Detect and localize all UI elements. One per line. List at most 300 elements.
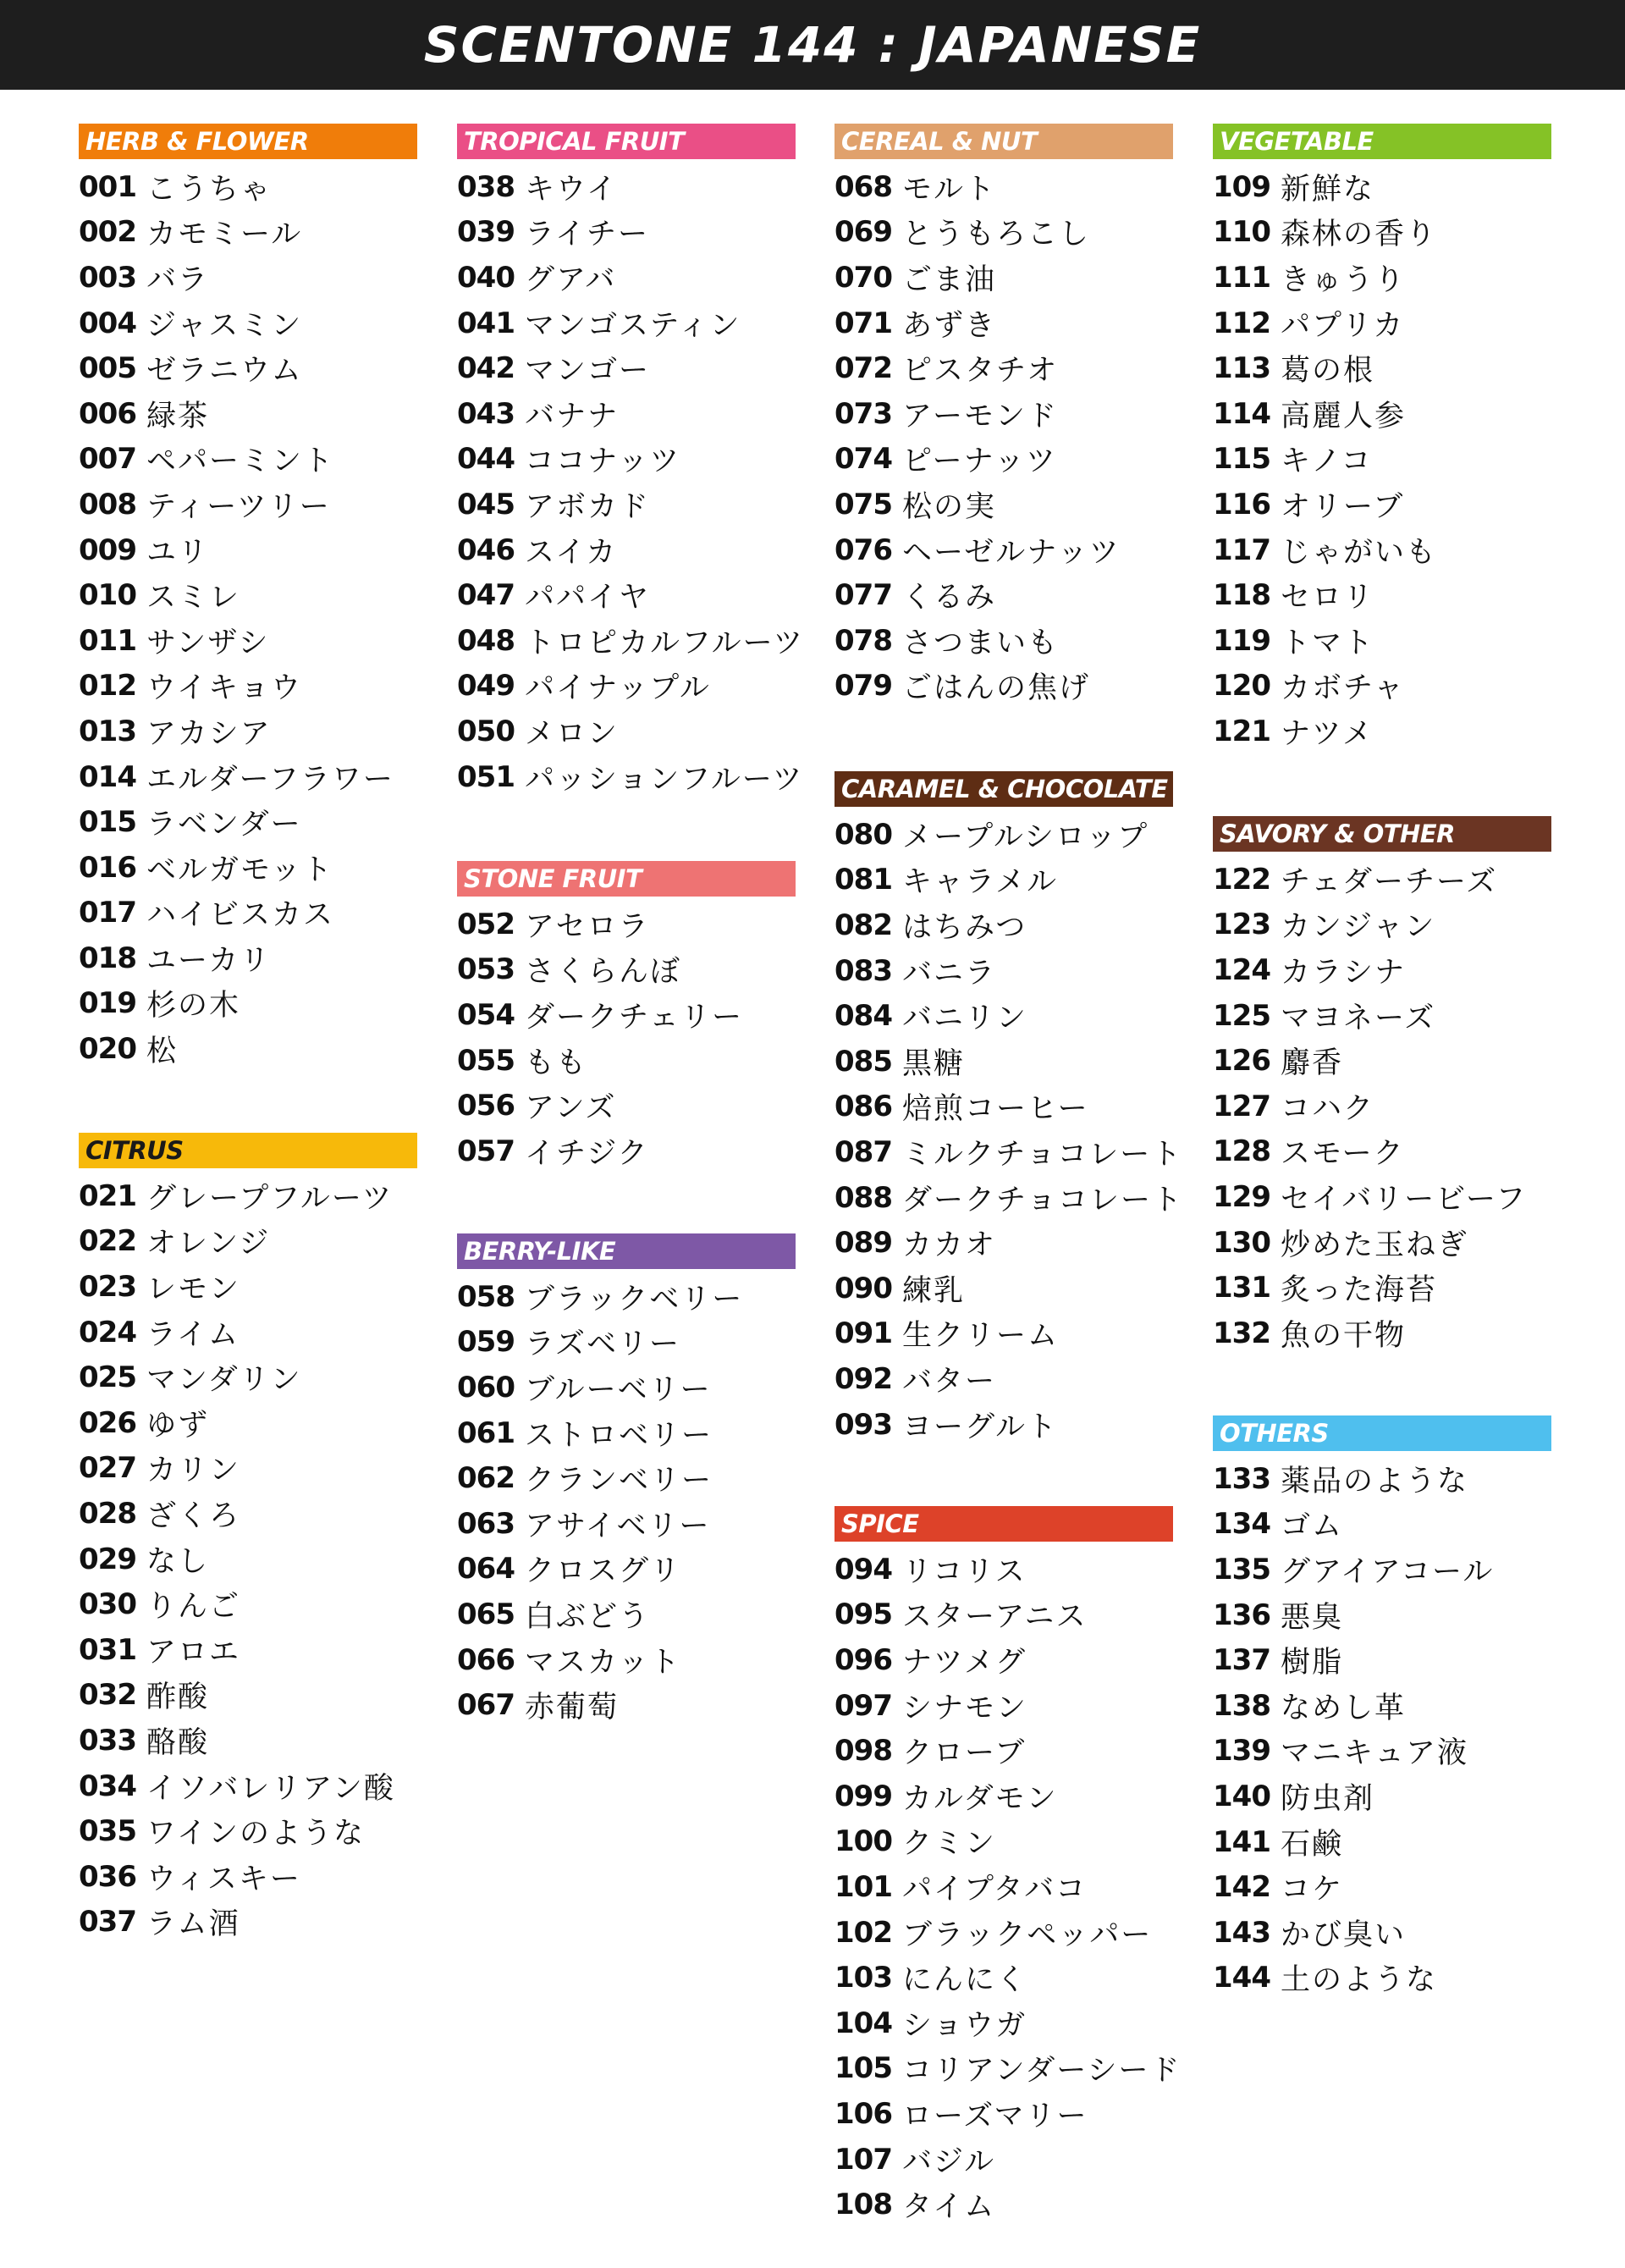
item-name: レモン [146, 1272, 241, 1306]
list-item [457, 1592, 796, 1637]
item-number: 107 [835, 2142, 892, 2177]
item-number: 111 [1213, 260, 1270, 295]
item-name: ブラックペッパー [902, 1918, 1153, 1952]
item-name: ミルクチョコレート [902, 1137, 1183, 1172]
item-number: 038 [457, 169, 515, 204]
item-name: クローブ [902, 1736, 1027, 1771]
item-name: バナナ [525, 399, 620, 433]
list-item [835, 1547, 1173, 1592]
list-item [835, 345, 1173, 391]
item-number: 117 [1213, 533, 1270, 567]
item-number: 103 [835, 1961, 892, 1995]
list-item [835, 301, 1173, 346]
list-item [79, 618, 417, 664]
item-number: 086 [835, 1090, 892, 1124]
item-number: 052 [457, 907, 515, 941]
section-header: CITRUS [79, 1133, 417, 1168]
item-name: リコリス [902, 1554, 1027, 1589]
list-item [457, 572, 796, 618]
list-item [79, 1854, 417, 1900]
list-item [835, 482, 1173, 527]
item-name: ざくろ [146, 1498, 241, 1533]
list-item [1213, 1456, 1551, 1502]
item-number: 004 [79, 306, 136, 340]
list-item [835, 527, 1173, 573]
section-cereal-nut [835, 124, 1173, 709]
list-item [835, 858, 1173, 903]
item-name: カリン [146, 1454, 241, 1488]
item-number: 009 [79, 533, 136, 567]
item-number: 097 [835, 1688, 892, 1723]
item-number: 128 [1213, 1134, 1270, 1169]
item-name: ワインのような [146, 1817, 365, 1851]
item-number: 026 [79, 1405, 136, 1440]
item-number: 122 [1213, 862, 1270, 897]
item-name: スイカ [525, 535, 618, 570]
list-item [79, 345, 417, 391]
item-number: 003 [79, 260, 136, 295]
item-number: 044 [457, 442, 515, 477]
item-name: コケ [1281, 1873, 1344, 1907]
list-item [457, 391, 796, 437]
list-item [835, 1592, 1173, 1638]
item-name: ハイビスカス [146, 898, 335, 933]
item-name: ゴム [1281, 1509, 1344, 1544]
list-item [79, 391, 417, 437]
list-item [1213, 1129, 1551, 1175]
section-savory-other [1213, 816, 1551, 1356]
item-name: バニラ [902, 956, 997, 991]
item-name: バラ [146, 262, 210, 297]
list-item [457, 1274, 796, 1320]
item-name: オリーブ [1281, 489, 1405, 524]
item-name: 炒めた玉ねぎ [1281, 1228, 1469, 1262]
list-item [457, 664, 796, 709]
item-name: もも [525, 1046, 588, 1080]
item-number: 060 [457, 1370, 515, 1404]
item-number: 084 [835, 999, 892, 1034]
list-item [1213, 1637, 1551, 1683]
item-name: はちみつ [902, 910, 1027, 945]
list-item [835, 1955, 1173, 2000]
section-herb-flower [79, 124, 417, 1072]
section-spice [835, 1506, 1182, 2227]
item-number: 082 [835, 908, 892, 942]
item-number: 016 [79, 850, 136, 885]
item-name: 新鮮な [1281, 172, 1375, 207]
list-item [79, 572, 417, 618]
item-number: 115 [1213, 442, 1270, 477]
item-number: 138 [1213, 1688, 1270, 1723]
item-name: アンズ [525, 1091, 617, 1126]
list-item [835, 1637, 1173, 1683]
item-name: くるみ [902, 581, 997, 615]
section-header: CARAMEL & CHOCOLATE [835, 771, 1173, 807]
item-name: カンジャン [1281, 910, 1436, 945]
item-number: 071 [835, 306, 892, 340]
list-item [835, 437, 1173, 483]
list-item [457, 301, 796, 346]
item-name: ナツメ [1281, 716, 1374, 751]
item-number: 014 [79, 759, 136, 794]
item-number: 109 [1213, 169, 1270, 204]
item-name: 緑茶 [146, 399, 210, 433]
item-number: 005 [79, 351, 136, 386]
list-item [1213, 1683, 1551, 1729]
list-item [79, 1355, 417, 1400]
item-number: 062 [457, 1461, 515, 1496]
item-name: キウイ [525, 172, 618, 207]
item-number: 075 [835, 487, 892, 521]
item-name: ピスタチオ [902, 354, 1059, 389]
item-number: 093 [835, 1407, 892, 1442]
list-item [835, 1402, 1173, 1448]
item-number: 112 [1213, 306, 1270, 340]
list-item [79, 1581, 417, 1627]
list-item [457, 345, 796, 391]
item-name: こうちゃ [146, 172, 273, 207]
item-number: 066 [457, 1642, 515, 1677]
item-number: 045 [457, 487, 515, 521]
item-number: 029 [79, 1542, 136, 1576]
item-number: 001 [79, 169, 136, 204]
item-number: 129 [1213, 1179, 1270, 1214]
item-name: 高麗人参 [1281, 399, 1407, 433]
item-name: エルダーフラワー [146, 762, 394, 797]
section-others [1213, 1415, 1551, 2000]
list-item [835, 902, 1173, 948]
list-item [457, 1038, 796, 1084]
item-name: じゃがいも [1281, 535, 1438, 570]
item-number: 061 [457, 1415, 515, 1450]
item-name: ココナッツ [525, 444, 681, 479]
item-number: 011 [79, 623, 136, 658]
item-number: 132 [1213, 1316, 1270, 1350]
item-number: 137 [1213, 1643, 1270, 1678]
list-item [835, 812, 1173, 858]
item-name: セイバリービーフ [1281, 1182, 1528, 1217]
item-number: 032 [79, 1678, 136, 1713]
section-header: SPICE [835, 1506, 1173, 1542]
list-item [457, 1501, 796, 1547]
item-name: 酪酸 [146, 1725, 210, 1760]
item-name: ラム酒 [146, 1907, 240, 1942]
item-number: 081 [835, 863, 892, 897]
item-number: 069 [835, 215, 892, 250]
item-number: 125 [1213, 998, 1270, 1033]
item-name: トマト [1281, 626, 1375, 660]
item-name: パッションフルーツ [525, 762, 804, 797]
item-number: 121 [1213, 714, 1270, 748]
item-name: キノコ [1281, 444, 1373, 479]
section-header: STONE FRUIT [457, 861, 796, 897]
item-number: 025 [79, 1360, 136, 1395]
list-item [457, 947, 796, 993]
list-item [79, 1627, 417, 1673]
item-number: 010 [79, 578, 136, 613]
item-number: 100 [835, 1824, 892, 1859]
item-name: 森林の香り [1281, 218, 1438, 252]
item-name: アサイベリー [525, 1509, 711, 1543]
item-name: アセロラ [525, 909, 650, 944]
item-number: 015 [79, 805, 136, 840]
list-item [1213, 1864, 1551, 1910]
item-name: 防虫剤 [1281, 1781, 1375, 1816]
item-name: 白ぶどう [525, 1599, 651, 1634]
item-number: 106 [835, 2096, 892, 2131]
item-name: ユーカリ [146, 943, 272, 978]
item-number: 118 [1213, 578, 1270, 613]
item-number: 033 [79, 1723, 136, 1758]
item-name: コハク [1281, 1091, 1375, 1126]
list-item [457, 902, 796, 947]
item-number: 031 [79, 1632, 136, 1667]
list-item [79, 1310, 417, 1355]
item-name: ヨーグルト [902, 1410, 1058, 1444]
list-item [1213, 1265, 1551, 1311]
item-name: バジル [902, 2144, 996, 2179]
page-title: SCENTONE 144 : JAPANESE [423, 16, 1202, 74]
item-name: ウイキョウ [146, 671, 302, 706]
item-name: 焙煎コーヒー [902, 1092, 1089, 1127]
item-name: ゆず [146, 1408, 210, 1443]
item-name: ユリ [146, 535, 210, 570]
item-number: 065 [457, 1597, 515, 1631]
item-name: マンゴスティン [525, 308, 741, 343]
item-number: 051 [457, 759, 515, 794]
list-item [1213, 210, 1551, 256]
list-item [1213, 664, 1551, 709]
item-number: 055 [457, 1043, 515, 1078]
list-item [835, 1039, 1173, 1084]
item-name: クランベリー [525, 1464, 713, 1498]
list-item [79, 754, 417, 800]
item-name: 生クリーム [902, 1319, 1060, 1354]
item-name: サンザシ [146, 626, 270, 660]
item-number: 041 [457, 306, 515, 340]
list-item [1213, 301, 1551, 346]
item-number: 083 [835, 953, 892, 988]
item-name: パイナップル [525, 671, 711, 706]
list-item [1213, 164, 1551, 210]
section-citrus [79, 1133, 417, 1945]
list-item [835, 618, 1173, 664]
list-item [1213, 902, 1551, 948]
list-item [79, 1537, 417, 1582]
item-name: マヨネーズ [1281, 1001, 1436, 1035]
section-caramel-chocolate [835, 771, 1183, 1447]
list-item [835, 664, 1173, 709]
list-item [457, 992, 796, 1038]
item-number: 135 [1213, 1552, 1270, 1586]
item-name: スモーク [1281, 1137, 1405, 1172]
item-name: 杉の木 [146, 989, 241, 1024]
item-number: 087 [835, 1134, 892, 1169]
item-number: 114 [1213, 396, 1270, 431]
item-number: 020 [79, 1032, 136, 1067]
item-name: 黒糖 [902, 1046, 966, 1081]
item-name: セロリ [1281, 581, 1375, 615]
item-number: 095 [835, 1598, 892, 1632]
item-number: 101 [835, 1869, 892, 1904]
item-name: ゼラニウム [146, 354, 303, 389]
item-number: 019 [79, 986, 136, 1021]
list-item [79, 1219, 417, 1265]
item-name: イソバレリアン酸 [146, 1771, 395, 1806]
item-name: ローズマリー [902, 2099, 1088, 2133]
item-number: 102 [835, 1915, 892, 1950]
list-item [79, 1673, 417, 1719]
item-name: ベルガモット [146, 853, 333, 887]
list-item [835, 391, 1173, 437]
item-name: グアバ [525, 262, 617, 297]
item-number: 133 [1213, 1461, 1270, 1496]
list-item [79, 1173, 417, 1219]
item-name: りんご [146, 1590, 241, 1625]
section-header: VEGETABLE [1213, 124, 1551, 159]
section-header: BERRY-LIKE [457, 1233, 796, 1269]
item-number: 047 [457, 578, 515, 613]
item-number: 120 [1213, 669, 1270, 704]
list-item [79, 1264, 417, 1310]
list-item [835, 164, 1173, 210]
list-item [1213, 709, 1551, 754]
list-item [79, 1718, 417, 1763]
list-item [835, 948, 1173, 994]
list-item [79, 1446, 417, 1492]
item-name: カラシナ [1281, 955, 1407, 990]
item-name: かび臭い [1281, 1918, 1407, 1952]
item-number: 006 [79, 396, 136, 431]
item-number: 027 [79, 1451, 136, 1486]
list-item [457, 1128, 796, 1174]
item-name: コリアンダーシード [902, 2054, 1182, 2089]
item-number: 090 [835, 1271, 892, 1305]
item-name: バター [902, 1364, 997, 1399]
item-number: 030 [79, 1587, 136, 1622]
item-name: 樹脂 [1281, 1646, 1344, 1680]
item-name: ブラックベリー [525, 1282, 744, 1316]
item-number: 124 [1213, 952, 1270, 987]
item-number: 131 [1213, 1271, 1270, 1305]
item-name: ライチー [525, 218, 649, 252]
item-name: マンゴー [525, 354, 651, 389]
item-name: スターアニス [902, 1600, 1088, 1635]
item-number: 141 [1213, 1824, 1270, 1859]
item-number: 024 [79, 1315, 136, 1349]
item-name: カルダモン [902, 1781, 1058, 1816]
item-name: パプリカ [1281, 308, 1405, 343]
item-number: 067 [457, 1688, 515, 1723]
item-name: イチジク [525, 1136, 649, 1171]
item-number: 028 [79, 1496, 136, 1531]
item-name: アカシア [146, 716, 272, 751]
list-item [1213, 857, 1551, 902]
item-number: 013 [79, 714, 136, 748]
list-item [1213, 1220, 1551, 1266]
list-item [79, 709, 417, 754]
list-item [1213, 947, 1551, 993]
item-name: クミン [902, 1827, 997, 1862]
item-name: クロスグリ [525, 1554, 682, 1589]
list-item [79, 845, 417, 891]
item-name: パイプタバコ [902, 1872, 1088, 1907]
list-item [835, 1129, 1183, 1175]
item-number: 042 [457, 351, 515, 386]
item-number: 080 [835, 817, 892, 852]
item-number: 143 [1213, 1915, 1270, 1950]
item-number: 007 [79, 442, 136, 477]
item-number: 017 [79, 896, 136, 930]
item-name: アボカド [525, 489, 651, 524]
item-name: ナツメグ [902, 1645, 1027, 1680]
list-item [79, 210, 417, 256]
item-name: ピーナッツ [902, 444, 1057, 479]
item-name: 石鹸 [1281, 1827, 1344, 1862]
list-item [835, 1084, 1173, 1130]
item-number: 076 [835, 533, 892, 567]
item-name: ヘーゼルナッツ [902, 535, 1121, 570]
item-number: 002 [79, 215, 136, 250]
item-name: メープルシロップ [902, 819, 1149, 854]
item-name: オレンジ [146, 1227, 271, 1261]
item-name: 赤葡萄 [525, 1691, 620, 1725]
item-name: アーモンド [902, 399, 1058, 433]
list-item [1213, 1547, 1551, 1592]
item-number: 035 [79, 1814, 136, 1849]
item-name: ウィスキー [146, 1862, 301, 1896]
list-item [1213, 1084, 1551, 1129]
item-name: にんにく [902, 1963, 1028, 1998]
item-name: バニリン [902, 1002, 1028, 1036]
item-number: 037 [79, 1905, 136, 1940]
item-name: ラベンダー [146, 808, 302, 842]
item-name: 松 [146, 1035, 179, 1069]
list-item [835, 1311, 1173, 1357]
list-item [1213, 1729, 1551, 1774]
item-name: ブルーベリー [525, 1372, 712, 1407]
list-item [1213, 1956, 1551, 2001]
item-name: カボチャ [1281, 671, 1405, 706]
list-item [835, 1774, 1173, 1819]
item-name: なし [146, 1544, 210, 1579]
item-number: 126 [1213, 1044, 1270, 1079]
item-name: シナモン [902, 1691, 1028, 1725]
item-name: パパイヤ [525, 581, 651, 615]
section-berry-like [457, 1233, 796, 1728]
item-number: 070 [835, 260, 892, 295]
item-number: 113 [1213, 351, 1270, 386]
item-number: 088 [835, 1180, 892, 1215]
list-item [457, 709, 796, 754]
list-item [79, 1900, 417, 1945]
item-name: さくらんぼ [525, 955, 682, 990]
list-item [79, 255, 417, 301]
section-stone-fruit [457, 861, 796, 1174]
item-number: 134 [1213, 1507, 1270, 1542]
item-number: 021 [79, 1178, 136, 1213]
list-item [79, 527, 417, 573]
item-number: 023 [79, 1269, 136, 1304]
list-item [79, 799, 417, 845]
item-number: 050 [457, 714, 515, 748]
list-item [79, 1763, 417, 1809]
list-item [835, 255, 1173, 301]
item-number: 089 [835, 1226, 892, 1261]
item-number: 059 [457, 1325, 515, 1360]
section-header: OTHERS [1213, 1415, 1551, 1451]
list-item [1213, 1038, 1551, 1084]
